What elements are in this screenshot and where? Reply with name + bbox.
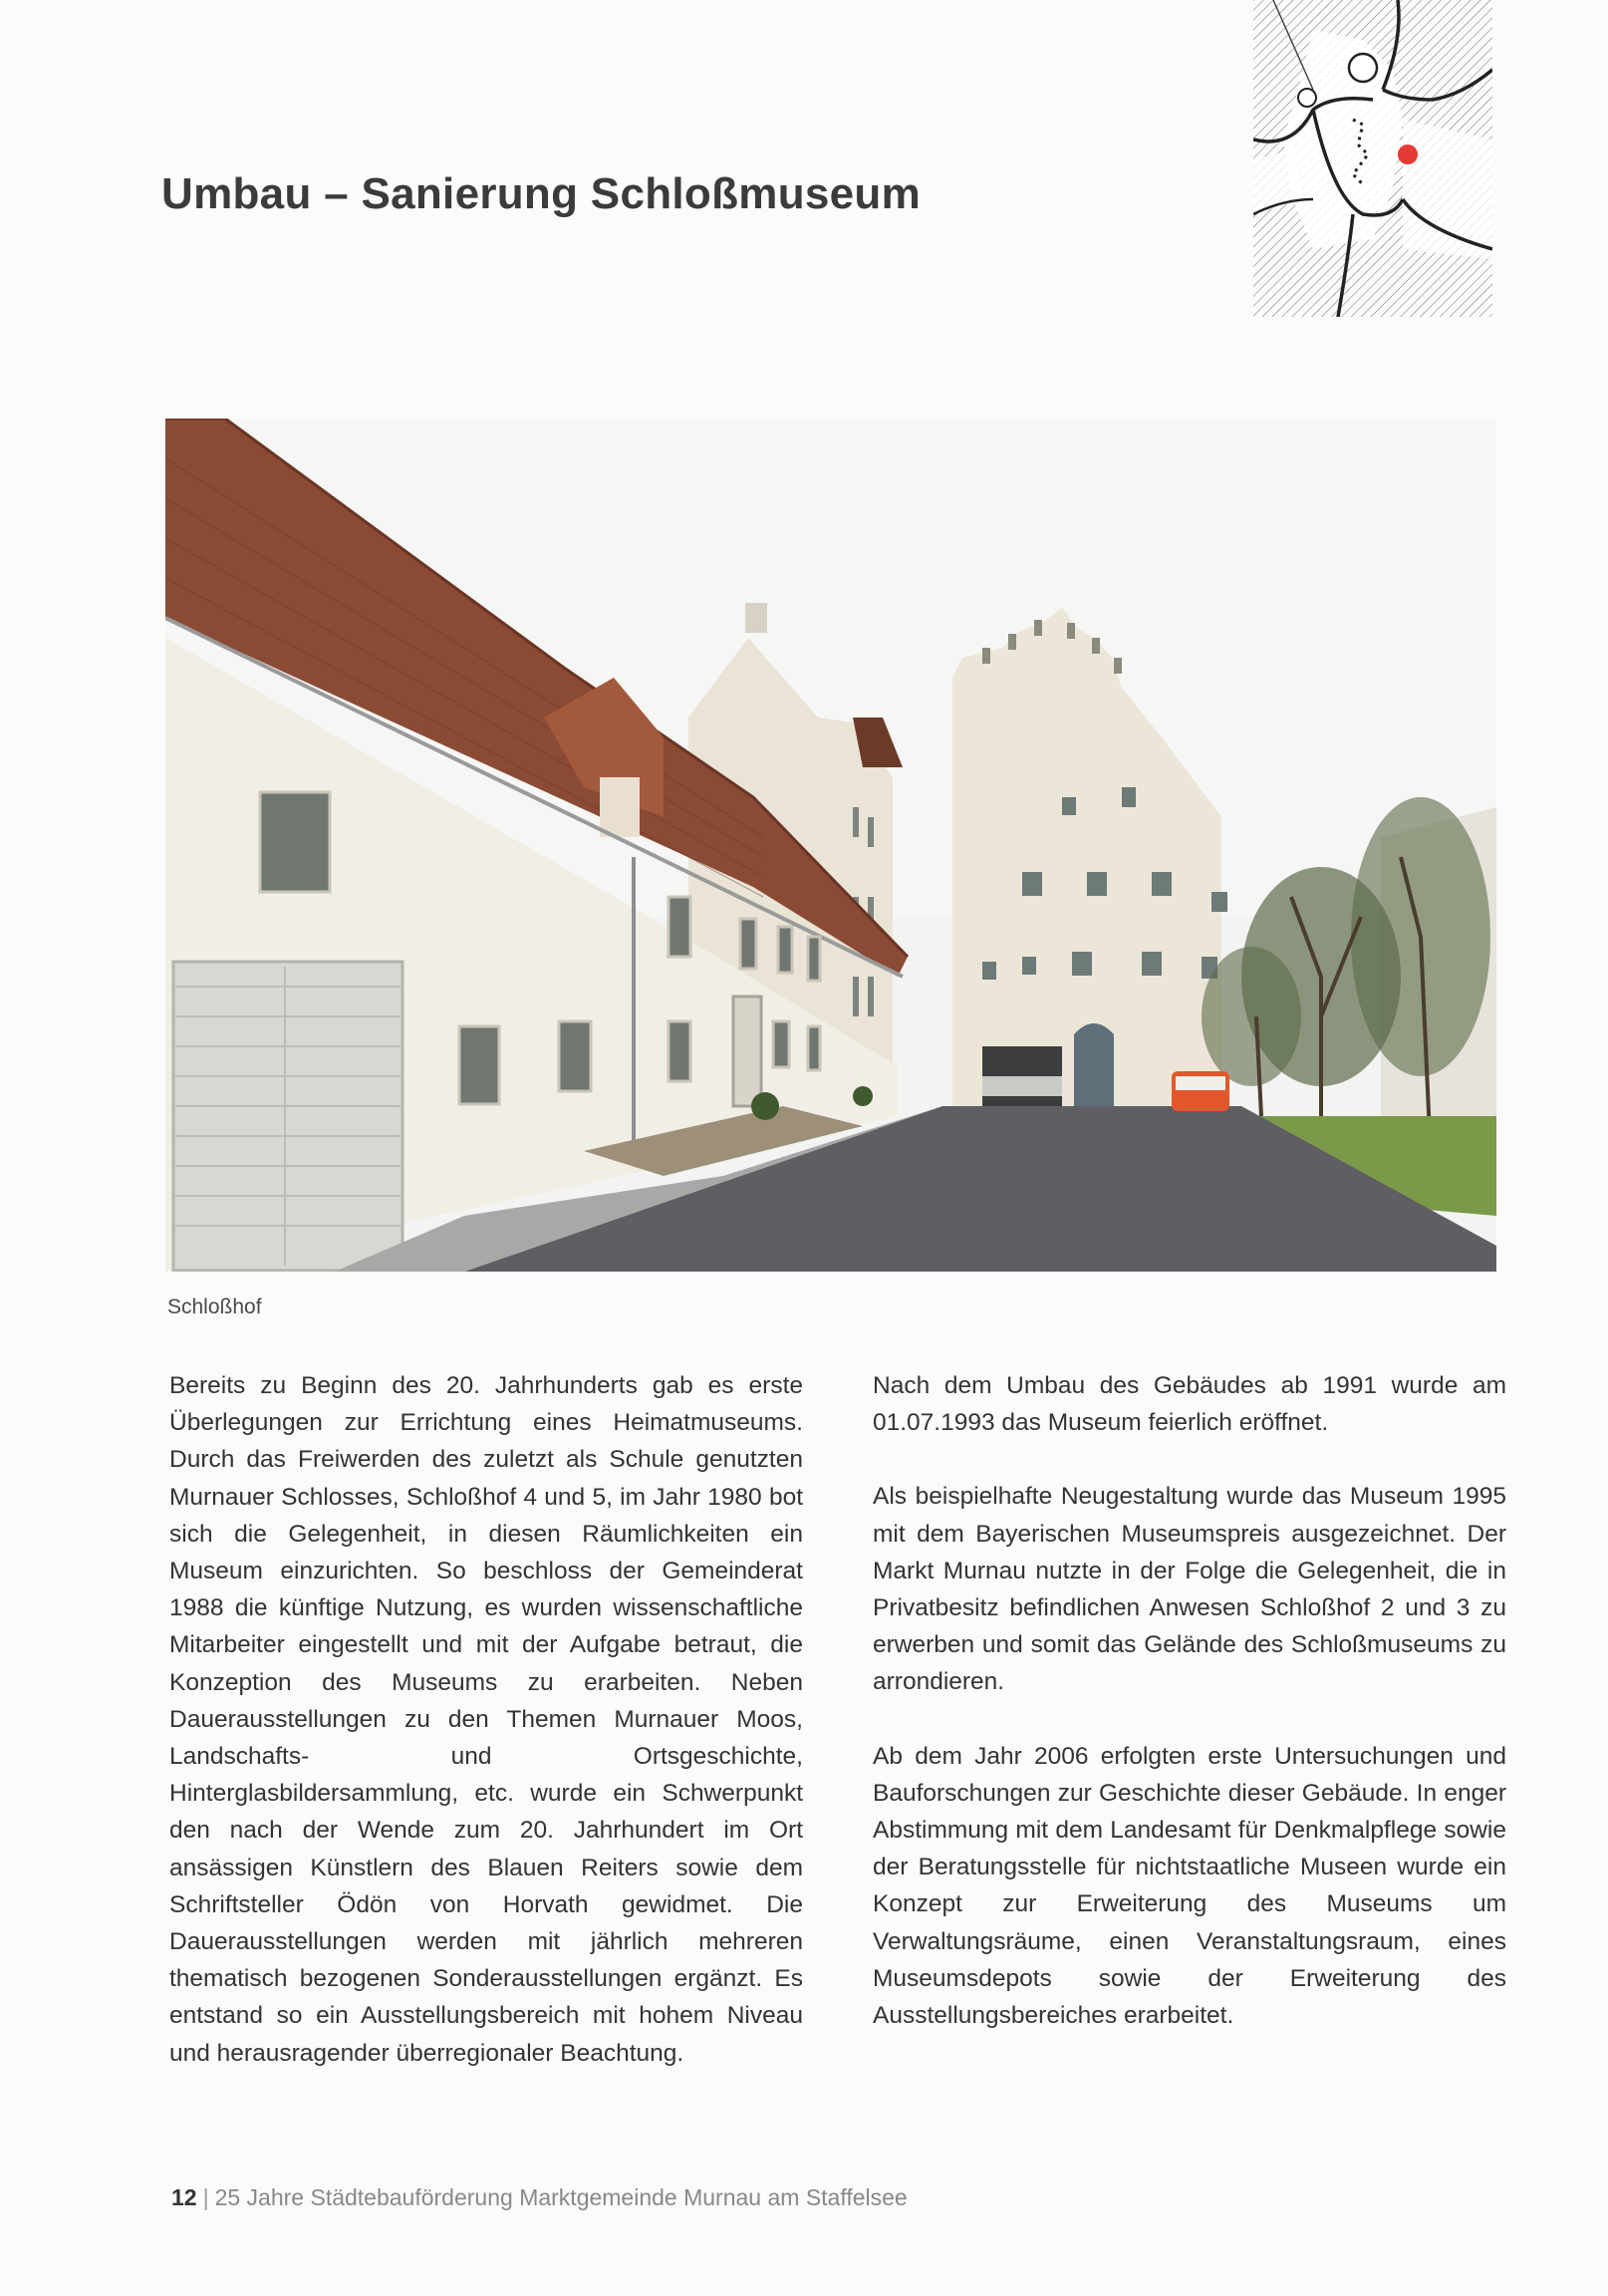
page-number: 12 (171, 2184, 197, 2210)
footer-separator: | (202, 2184, 209, 2210)
body-column-right (873, 1367, 1506, 2071)
publication-title: 25 Jahre Städtebauförderung Marktgemeinde Murnau am Staffelsee (214, 2184, 908, 2210)
paragraph: Ab dem Jahr 2006 erfolgten erste Untersuchungen und Bauforschungen zur Geschichte dieser Gebäude. In enger Abstimmung mit dem Landesamt für Denkmalpflege sowie der Beratungsstelle für nichtstaatliche Museen wurde ein Konzept zur Erweiterung des Museums um Verwaltungsräume, einen Veranstaltungsraum, eines Museumsdepots sowie der Erweiterung des Ausstellungsbereiches erarbeitet. (873, 1742, 1506, 2030)
location-marker (1398, 144, 1418, 164)
photo-caption: Schloßhof (167, 1295, 262, 1318)
paragraph: Nach dem Umbau des Gebäudes ab 1991 wurde am 01.07.1993 das Museum feierlich eröffnet. (873, 1372, 1506, 1437)
page-title: Umbau – Sanierung Schloßmuseum (161, 169, 922, 218)
paragraph: Bereits zu Beginn des 20. Jahrhunderts gab es erste Überlegungen zur Errichtung eines Heimatmuseums. Durch das Freiwerden des zuletzt als Schule genutzten Murnauer Schlosses, Schloßhof 4 und 5, im Jahr 1980 bot sich die Gelegenheit, in diesen Räumlichkeiten ein Museum einzurichten. So beschloss der Gemeinderat 1988 die künftige Nutzung, es wurden wissenschaftliche Mitarbeiter eingestellt und mit der Aufgabe betraut, die Konzeption des Museums zu erarbeiten. Neben Dauerausstellungen zu den Themen Murnauer Moos, Landschafts- und Ortsgeschichte, Hinterglasbildersammlung, etc. wurde ein Schwerpunkt den nach der Wende zum 20. Jahrhundert im Ort ansässigen Künstlern des Blauen Reiters sowie dem Schriftsteller Ödön von Horvath gewidmet. Die Dauerausstellungen werden mit jährlich mehreren thematisch bezogenen Sonderausstellungen ergänzt. Es entstand so ein Ausstellungsbereich mit hohem Niveau und herausragender überregionaler Beachtung. (169, 1372, 803, 2067)
page-footer (171, 2184, 908, 2211)
body-column-left (169, 1367, 803, 2109)
locator-map (1253, 0, 1492, 317)
courtyard-photo (165, 419, 1496, 1272)
paragraph: Als beispielhafte Neugestaltung wurde das Museum 1995 mit dem Bayerischen Museumspreis ausgezeichnet. Der Markt Murnau nutzte in der Folge die Gelegenheit, die in Privatbesitz befindlichen Anwesen Schloßhof 2 und 3 zu erwerben und somit das Gelände des Schloßmuseums zu arrondieren. (873, 1483, 1506, 1696)
